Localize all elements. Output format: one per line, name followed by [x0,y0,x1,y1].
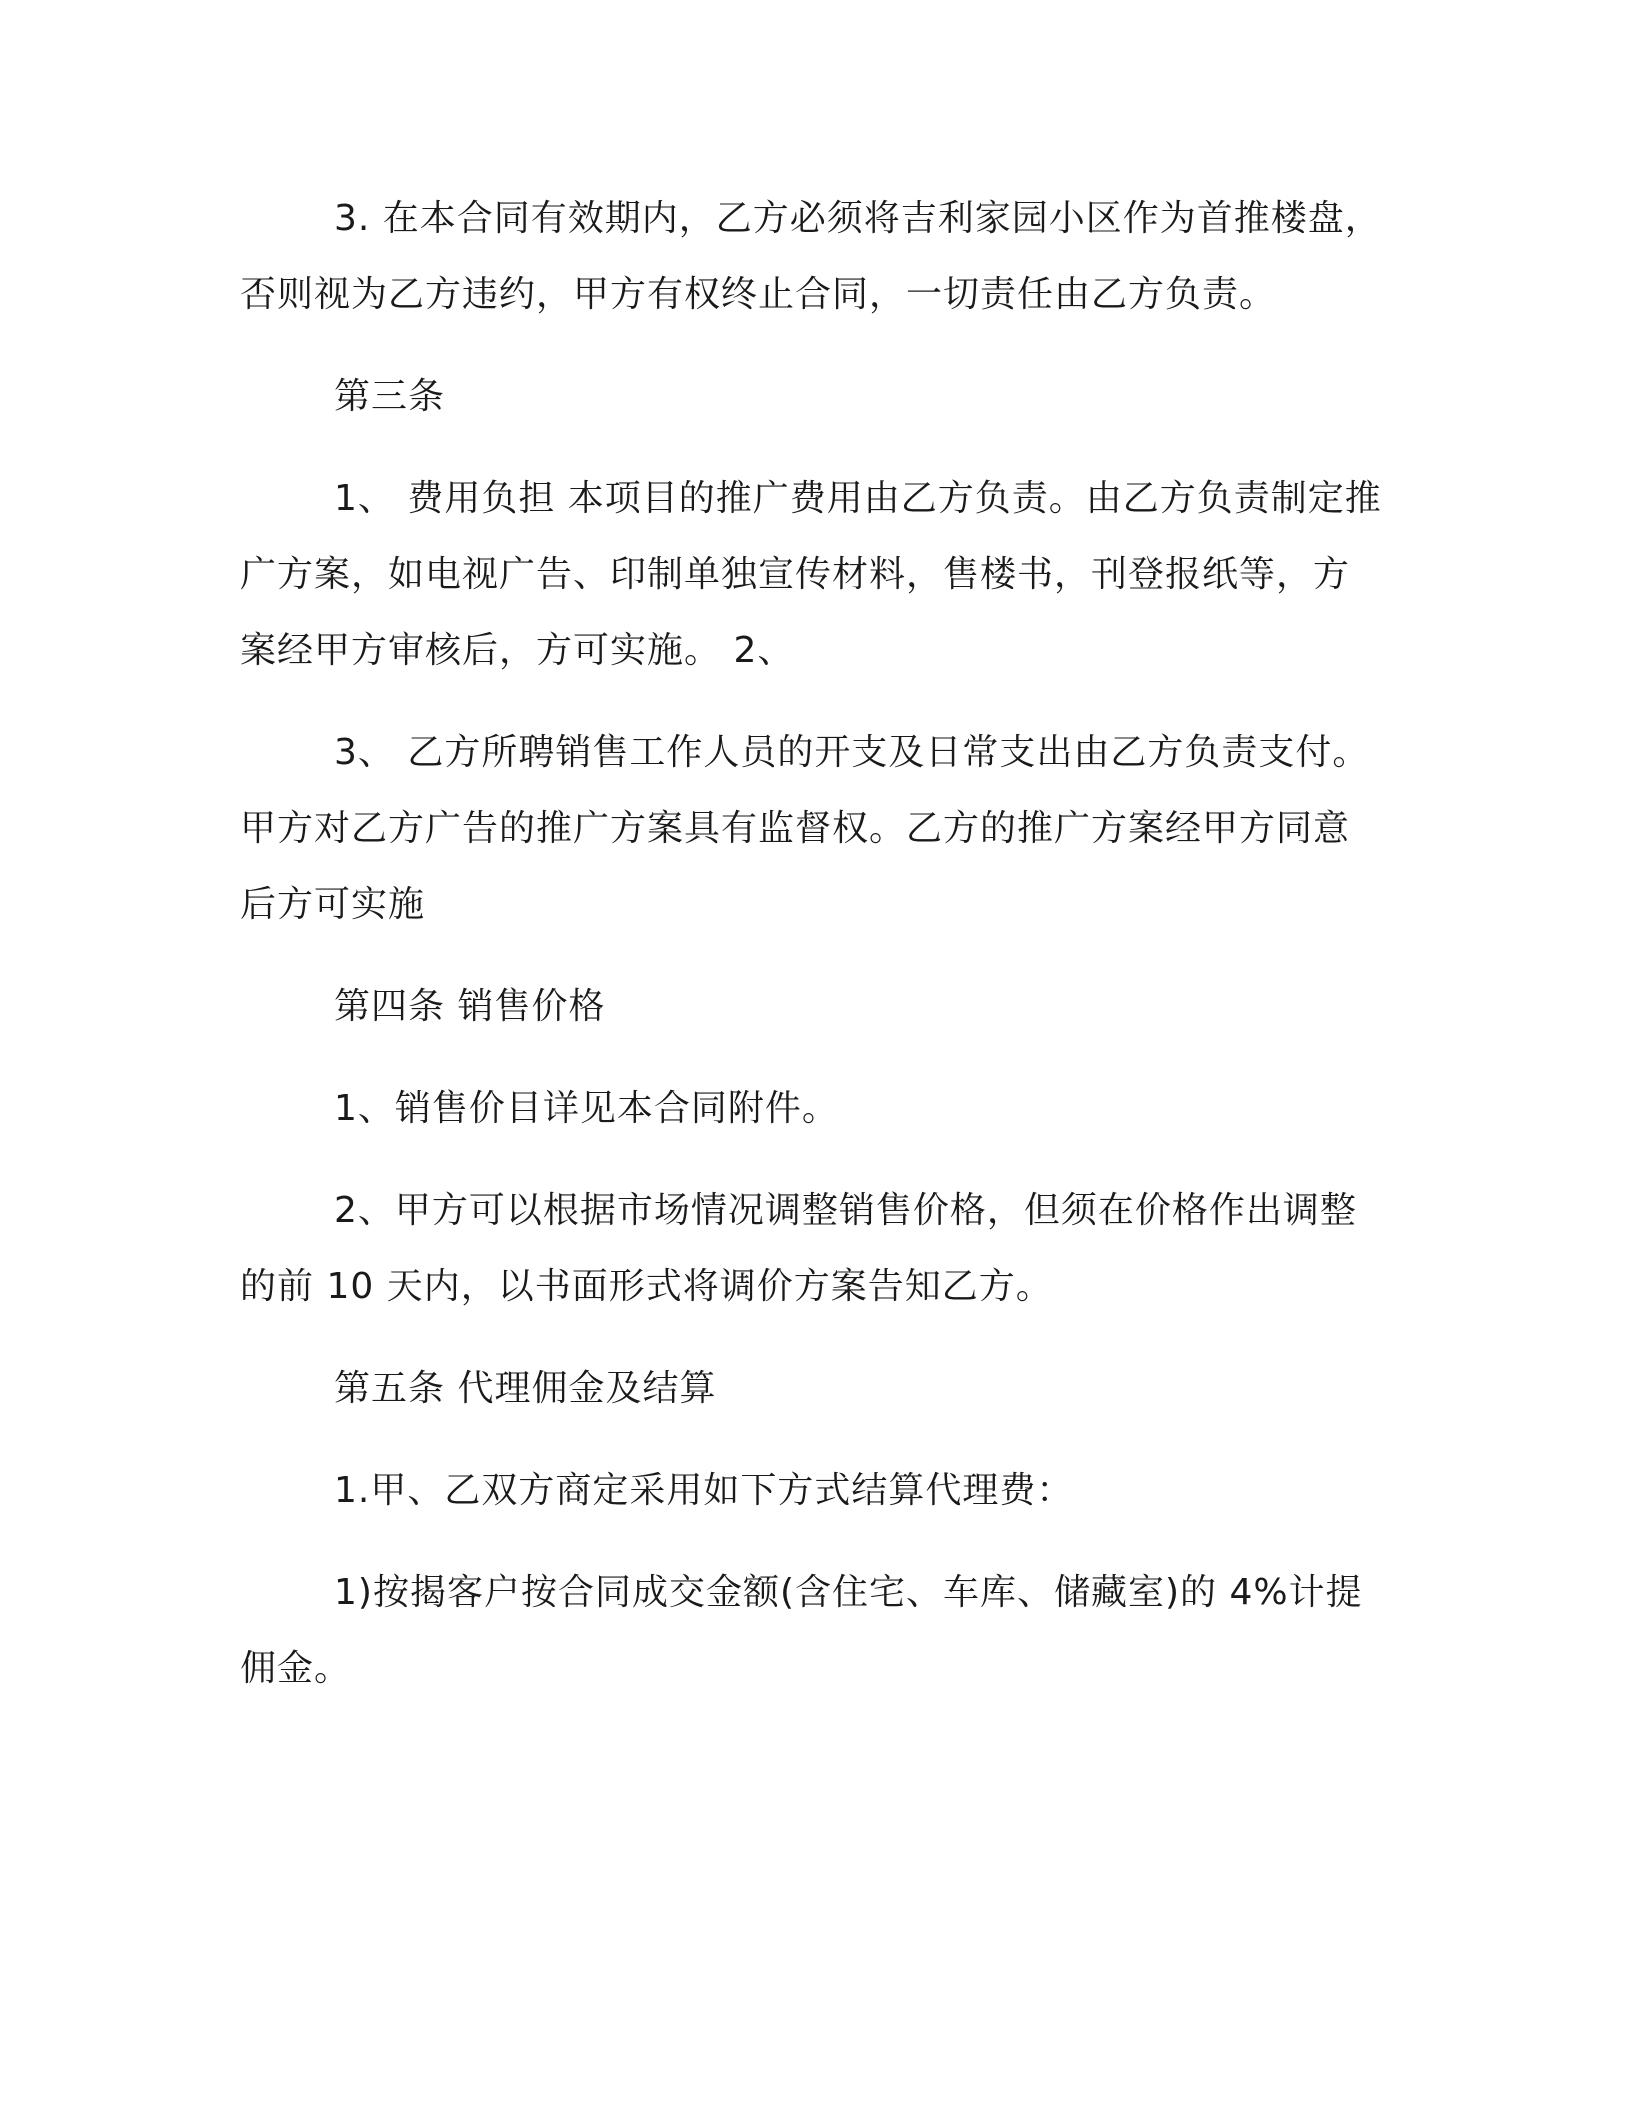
paragraph-3-line-3: 案经甲方审核后，方可实施。 2、 [240,630,795,671]
paragraph-4-line-3: 后方可实施 [240,884,426,925]
paragraph-3-line-2: 广方案，如电视广告、印制单独宣传材料，售楼书，刊登报纸等，方 [240,554,1351,595]
paragraph-3-line-1: 1、 费用负担 本项目的推广费用由乙方负责。由乙方负责制定推 [334,478,1382,519]
paragraph-10-line-1: 1)按揭客户按合同成交金额(含住宅、车库、储藏室)的 4%计提 [334,1572,1363,1613]
paragraph-9-line-1: 1.甲、乙双方商定采用如下方式结算代理费： [334,1470,1074,1511]
article-5-heading: 第五条 代理佣金及结算 [334,1368,717,1409]
paragraph-7-line-2: 的前 10 天内，以书面形式将调价方案告知乙方。 [240,1266,1053,1307]
paragraph-10-line-2: 佣金。 [240,1648,352,1689]
paragraph-7-line-1: 2、甲方可以根据市场情况调整销售价格，但须在价格作出调整 [334,1190,1357,1231]
paragraph-6-line-1: 1、销售价目详见本合同附件。 [334,1088,839,1129]
article-4-heading: 第四条 销售价格 [334,986,606,1027]
paragraph-1-line-1: 3. 在本合同有效期内，乙方必须将吉利家园小区作为首推楼盘， [334,198,1382,239]
paragraph-1-line-2: 否则视为乙方违约，甲方有权终止合同，一切责任由乙方负责。 [240,274,1277,315]
paragraph-4-line-1: 3、 乙方所聘销售工作人员的开支及日常支出由乙方负责支付。 [334,732,1370,773]
paragraph-4-line-2: 甲方对乙方广告的推广方案具有监督权。乙方的推广方案经甲方同意 [240,808,1351,849]
article-3-heading: 第三条 [334,376,446,417]
